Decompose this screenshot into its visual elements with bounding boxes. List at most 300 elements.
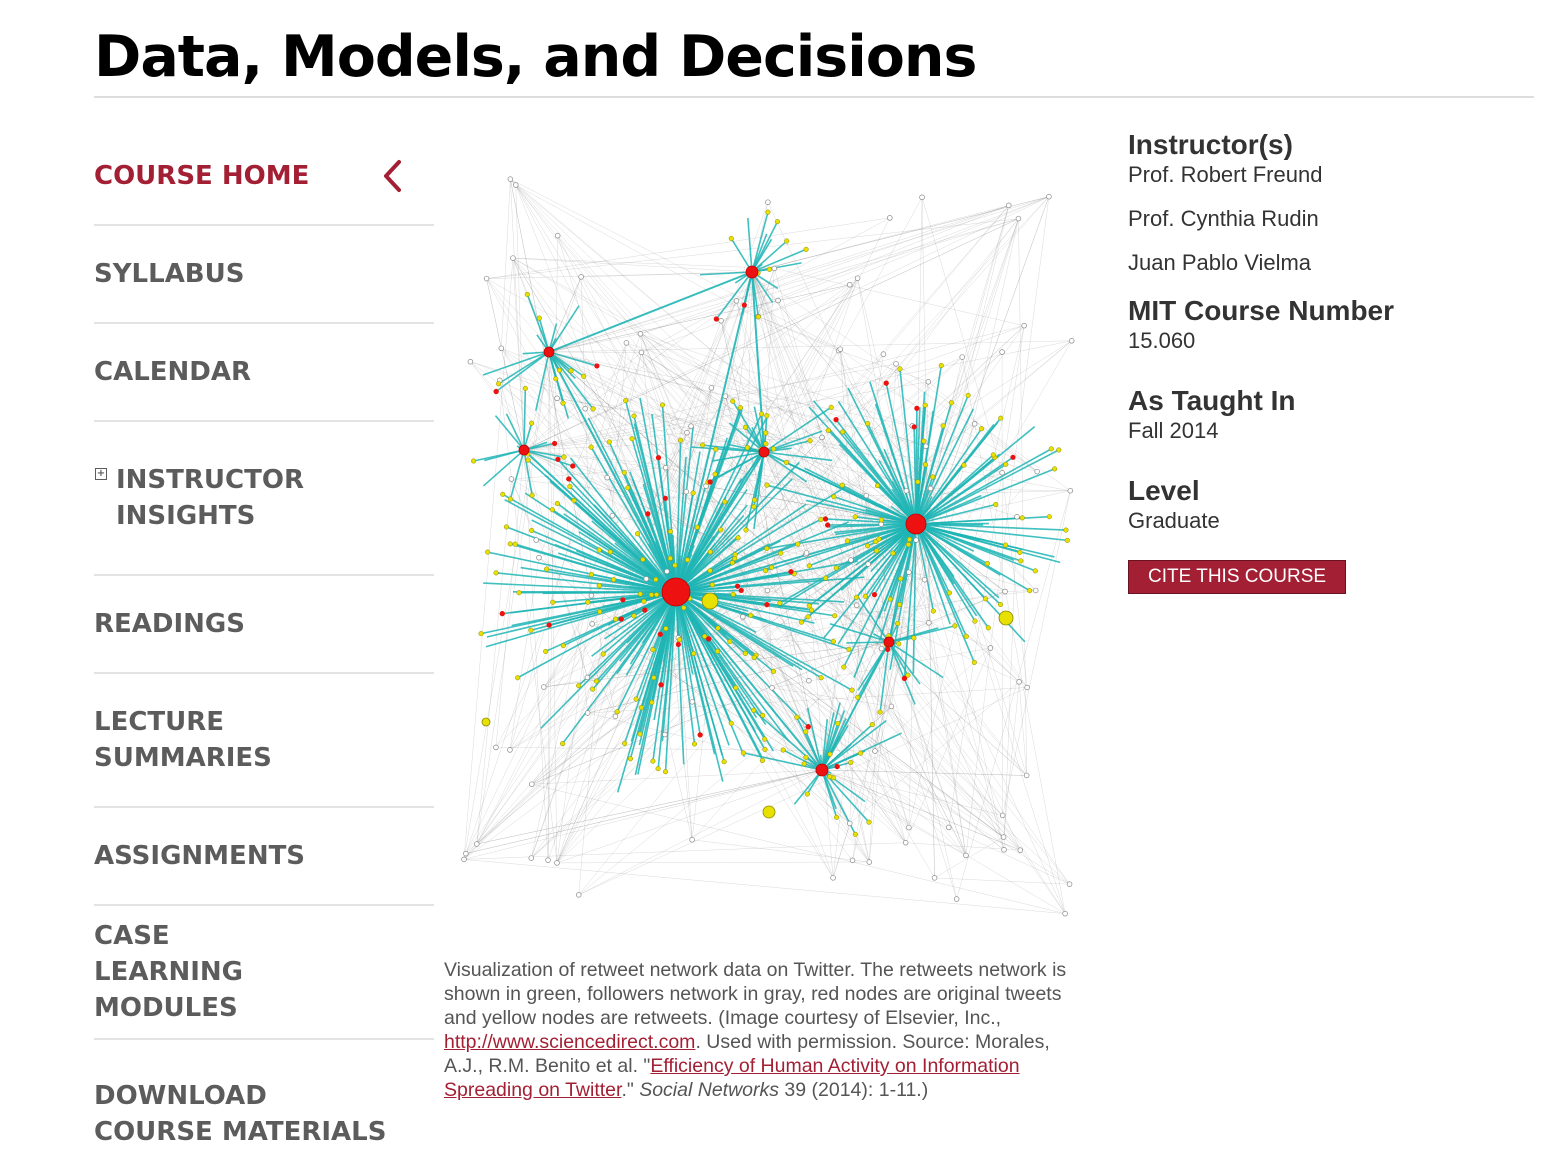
retweet-node [708,550,713,555]
retweet-node [930,475,935,480]
follower-node [847,282,852,287]
retweet-node [778,601,783,606]
follower-edge [501,348,524,450]
retweet-hub [482,718,490,726]
retweet-node [939,363,944,368]
retweet-node [654,592,659,597]
nav-item-download-course-materials[interactable] [94,1040,434,1150]
retweet-node [771,447,776,452]
retweet-node [691,651,696,656]
retweet-edge [524,388,525,450]
follower-node [719,318,724,323]
retweet-node [775,219,780,224]
retweet-node [829,405,834,410]
retweet-node [713,472,718,477]
follower-edge [916,524,1004,850]
follower-node [1000,470,1005,475]
retweet-node [906,542,911,547]
retweet-node [651,647,656,652]
follower-node [907,570,912,575]
caption-text: ." [621,1079,639,1101]
retweet-node [730,560,735,565]
retweet-node [804,247,809,252]
retweet-edge [510,450,524,499]
follower-node [964,853,969,858]
retweet-node [553,377,558,382]
retweet-node [560,741,565,746]
retweet-node [586,600,591,605]
retweet-node [589,572,594,577]
retweet-node [677,637,682,642]
retweet-node [973,619,978,624]
follower-edge [640,219,1018,334]
follower-edge [513,258,752,272]
retweet-node [529,628,534,633]
retweet-node [496,381,501,386]
retweet-node [611,577,616,582]
follower-node [850,858,855,863]
retweet-node [962,463,967,468]
follower-node [932,875,937,880]
original-tweet-node [885,647,890,652]
follower-node [709,385,714,390]
follower-node [555,396,560,401]
original-tweet-node [806,724,811,729]
follower-node [723,394,728,399]
retweet-node [964,634,969,639]
retweet-node [656,766,661,771]
caption-link-sciencedirect[interactable]: http://www.sciencedirect.com [444,1031,695,1053]
retweet-node [907,537,912,542]
retweet-node [738,405,743,410]
retweet-node [896,621,901,626]
retweet-node [601,652,606,657]
follower-node [1017,679,1022,684]
nav-item-label: CASE LEARNING MODULES [94,918,324,1026]
retweet-node [622,741,627,746]
retweet-node [569,368,574,373]
retweet-node [840,430,845,435]
retweet-node [979,426,984,431]
cite-course-button[interactable]: CITE THIS COURSE [1128,560,1346,594]
expand-plus-icon[interactable]: + [95,468,107,480]
retweet-node [526,458,531,463]
retweet-node [745,445,750,450]
follower-edge [524,219,1018,450]
page-title: Data, Models, and Decisions [94,22,976,92]
follower-edge [1002,473,1003,816]
follower-edge [935,837,1004,878]
follower-node [624,340,629,345]
retweet-node [764,441,769,446]
follower-edge [833,823,850,877]
original-tweet-hub [746,266,758,278]
original-tweet-node [742,303,747,308]
follower-node [806,678,811,683]
follower-node [904,488,909,493]
retweet-node [834,815,839,820]
caption-text: . Used with permission. Source: Morales, A.J., R.M. Benito et al. " [444,1031,1050,1077]
retweet-node [898,576,903,581]
follower-node [555,860,560,865]
follower-node [849,558,854,563]
nav-item-syllabus[interactable] [94,226,434,324]
retweet-node [485,550,490,555]
follower-node [922,577,927,582]
retweet-node [778,551,783,556]
follower-node [576,892,581,897]
follower-node [972,421,977,426]
retweet-node [986,626,991,631]
follower-edge [758,197,1049,317]
course-info [1128,128,1528,594]
nav-item-label: READINGS [94,606,245,642]
original-tweet-node [570,463,575,468]
retweet-hub [763,806,775,818]
original-tweet-hub [884,637,894,647]
original-tweet-node [494,389,499,394]
retweet-node [557,368,562,373]
follower-node [638,331,643,336]
retweet-hub [702,593,718,609]
follower-node [499,346,504,351]
retweet-node [508,497,513,502]
retweet-node [654,577,659,582]
retweet-node [716,626,721,631]
follower-edge [464,859,1065,913]
retweet-node [827,774,832,779]
follower-edge [548,236,558,861]
follower-node [1006,203,1011,208]
retweet-edges [474,212,1068,834]
follower-node [954,897,959,902]
follower-node [589,593,594,598]
retweet-node [771,669,776,674]
retweet-node [494,571,499,576]
original-tweet-node [835,764,840,769]
follower-edge [549,285,850,352]
retweet-node [550,507,555,512]
follower-node [541,685,546,690]
retweet-node [718,528,723,533]
retweet-node [594,679,599,684]
retweet-node [708,568,713,573]
follower-edge [721,205,1009,320]
follower-node [873,749,878,754]
retweet-node [668,556,673,561]
retweet-node [993,502,998,507]
retweet-node [998,602,1003,607]
nav-item-calendar[interactable] [94,324,434,422]
retweet-node [504,525,509,530]
original-tweet-node [676,642,681,647]
retweet-node [731,592,736,597]
follower-edge [524,341,1072,450]
follower-node [555,233,560,238]
retweet-node [972,660,977,665]
retweet-node [663,769,668,774]
retweet-node [597,548,602,553]
retweet-edge [916,449,1051,524]
retweet-node [760,758,765,763]
retweet-node [622,470,627,475]
retweet-node [730,399,735,404]
nav-item-readings[interactable] [94,576,434,674]
follower-edge [516,185,642,352]
retweet-node [796,542,801,547]
retweet-node [634,697,639,702]
original-tweet-node [788,569,793,574]
original-tweet-node [658,632,663,637]
caption-text: 39 (2014): 1-11.) [779,1079,928,1101]
follower-edge [524,197,1049,450]
follower-node [926,379,931,384]
original-tweet-node [912,424,917,429]
follower-node [509,477,514,482]
retweet-node [722,500,727,505]
retweet-node [1018,559,1023,564]
follower-edge [1018,219,1026,776]
follower-node [879,522,884,527]
retweet-node [806,615,811,620]
nav-item-case-learning-modules[interactable] [94,906,434,1040]
follower-node [881,352,886,357]
follower-node [513,183,518,188]
follower-node [776,298,781,303]
retweet-node [877,537,882,542]
retweet-node [763,431,768,436]
follower-node [468,359,473,364]
retweet-node [898,367,903,372]
follower-node [508,177,513,182]
follower-node [1025,685,1030,690]
follower-node [1068,488,1073,493]
follower-edge [524,433,687,450]
retweet-node [748,613,753,618]
retweet-node [589,445,594,450]
taught-in-value: Fall 2014 [1128,418,1528,444]
instructor-name: Juan Pablo Vielma [1128,250,1528,276]
retweet-node [651,759,656,764]
follower-node [770,685,775,690]
title-divider [94,96,1534,98]
retweet-node [635,531,640,536]
retweet-node [743,425,748,430]
retweet-node [802,761,807,766]
retweet-node [623,398,628,403]
original-tweet-node [594,363,599,368]
nav-item-lecture-summaries[interactable] [94,674,434,808]
follower-node [1035,469,1040,474]
retweet-node [537,316,542,321]
original-tweet-node [642,607,647,612]
follower-node [920,195,925,200]
original-tweet-node [1010,455,1015,460]
retweet-node [722,759,727,764]
retweet-node [525,292,530,297]
retweet-node [807,604,812,609]
retweet-node [513,542,518,547]
original-tweet-hub [906,514,926,534]
retweet-edge [474,450,524,461]
follower-edge [510,179,524,450]
original-tweet-node [658,682,663,687]
retweet-node [897,602,902,607]
retweet-node [819,517,824,522]
retweet-node [561,643,566,648]
retweet-node [1056,448,1061,453]
retweet-node [803,729,808,734]
follower-node [740,614,745,619]
original-tweet-node [620,597,625,602]
retweet-node [952,624,957,629]
original-tweet-node [656,455,661,460]
retweet-node [682,605,687,610]
caption-text: Visualization of retweet network data on Twitter. The retweets network is shown in green, followers network in gray, red nodes are original tweets and yellow nodes are retweets. (Image courtesy of Elsevier, Inc., [444,959,1066,1029]
follower-edge [549,352,866,496]
original-tweet-node [500,611,505,616]
nav-item-assignments[interactable] [94,808,434,906]
follower-node [484,276,489,281]
retweet-node [808,438,813,443]
original-tweet-node [566,476,571,481]
retweet-node [848,760,853,765]
nav-item-label: COURSE HOME [94,158,309,194]
retweet-node [615,709,620,714]
retweet-node [715,649,720,654]
retweet-node [664,626,669,631]
retweet-node [809,608,814,613]
follower-node [662,732,667,737]
retweet-node [875,483,880,488]
follower-node [906,825,911,830]
retweet-node [832,613,837,618]
retweet-node [608,550,613,555]
retweet-node [660,403,665,408]
follower-edge [957,491,1071,899]
follower-node [613,714,618,719]
retweet-hub [999,611,1013,625]
retweet-node [804,755,809,760]
follower-edge [949,326,1024,828]
original-tweet-hub [544,347,554,357]
retweet-node [678,438,683,443]
follower-node [889,704,894,709]
retweet-node [847,647,852,652]
retweet-node [853,515,858,520]
original-tweet-node [547,622,552,627]
retweet-node [841,665,846,670]
retweet-node [1049,447,1054,452]
instructors-heading: Instructor(s) [1128,128,1528,162]
original-tweet-node [714,316,719,321]
original-tweet-node [698,732,703,737]
original-tweet-node [555,457,560,462]
retweet-node [523,386,528,391]
retweet-node [508,542,513,547]
follower-edge [513,258,524,450]
follower-edge [1002,473,1027,688]
follower-node [644,576,649,581]
retweet-node [759,412,764,417]
retweet-node [649,593,654,598]
retweet-node [799,620,804,625]
follower-edge [646,579,1003,837]
retweet-node [840,483,845,488]
original-tweet-node [825,522,830,527]
retweet-node [991,453,996,458]
original-tweet-hub [519,445,529,455]
chevron-left-icon[interactable] [382,158,404,194]
follower-edge [464,258,513,859]
follower-node [772,266,777,271]
retweet-node [1020,516,1025,521]
retweet-node [784,460,789,465]
follower-node [494,745,499,750]
level-heading: Level [1128,474,1528,508]
nav-item-instructor-insights[interactable] [94,422,434,576]
retweet-node [949,400,954,405]
retweet-node [744,528,749,533]
retweet-node [867,820,872,825]
follower-node [820,435,825,440]
retweet-node [551,600,556,605]
image-caption [444,958,1089,1102]
nav-item-course-home[interactable] [94,128,434,226]
retweet-node [823,576,828,581]
retweet-node [756,315,761,320]
follower-node [1002,847,1007,852]
retweet-node [576,683,581,688]
taught-in-heading: As Taught In [1128,384,1528,418]
retweet-node [1018,550,1023,555]
original-tweet-node [764,602,769,607]
retweet-node [916,480,921,485]
follower-node [590,622,595,627]
retweet-edge [752,212,768,272]
retweet-node [591,407,596,412]
original-tweet-node [739,588,744,593]
retweet-edge [748,218,752,272]
follower-edge [990,197,1048,648]
follower-node [867,860,872,865]
original-tweet-node [645,511,650,516]
follower-node [923,444,928,449]
retweet-node [728,639,733,644]
retweet-node [1027,588,1032,593]
instructor-name: Prof. Robert Freund [1128,162,1528,188]
retweet-node [752,498,757,503]
retweet-node [855,695,860,700]
nav-item-label: SYLLABUS [94,256,244,292]
retweet-node [896,641,901,646]
caption-link-article[interactable]: Efficiency of Human Activity on Information Spreading on Twitter [444,1055,1020,1101]
retweet-node [807,563,812,568]
follower-node [866,562,871,567]
follower-node [928,486,933,491]
retweet-node [732,556,737,561]
follower-edge [822,770,1027,775]
follower-node [1033,588,1038,593]
retweet-node [652,675,657,680]
follower-node [610,513,615,518]
follower-node [1022,323,1027,328]
retweet-node [590,687,595,692]
retweet-node [752,655,757,660]
follower-edge [822,770,1020,850]
retweet-node [998,416,1003,421]
retweet-node [641,557,646,562]
